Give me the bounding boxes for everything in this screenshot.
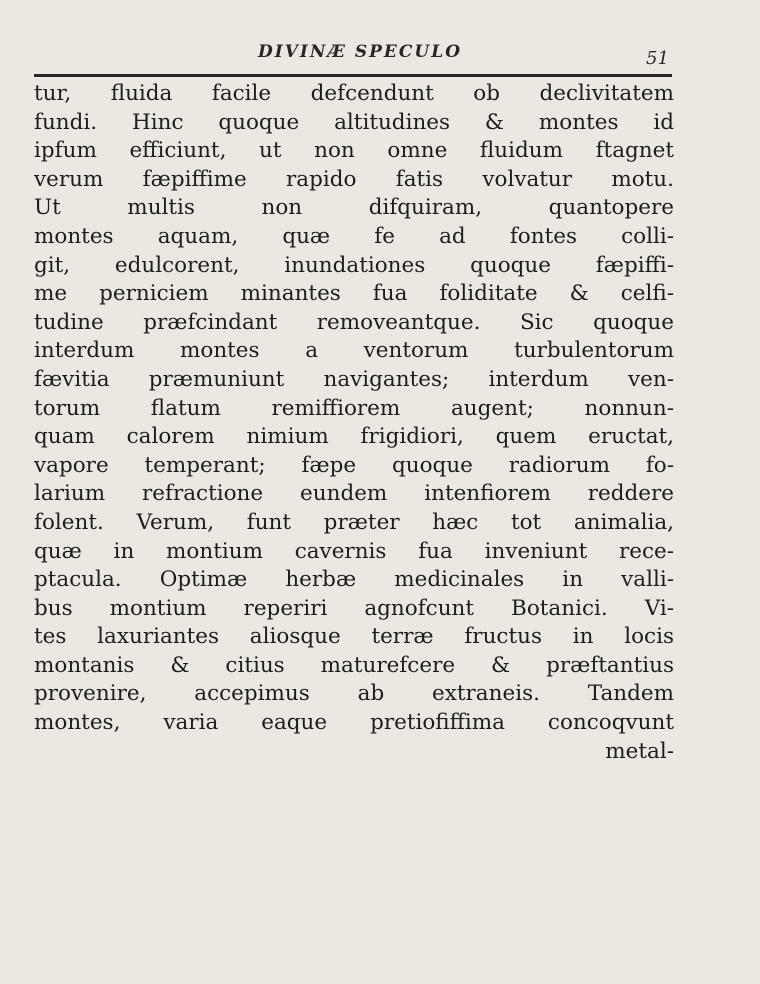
- text-line: interdum montes a ventorum turbulentorum: [34, 338, 674, 364]
- text-line: montanis & citius maturefcere & præftantius: [34, 652, 674, 678]
- page-number: 51: [646, 48, 669, 69]
- text-line: Ut multis non difquiram, quantopere: [34, 195, 674, 221]
- text-line: provenire, accepimus ab extraneis. Tandem: [34, 681, 674, 707]
- text-line: bus montium reperiri agnofcunt Botanici. Vi-: [34, 595, 674, 621]
- text-line: tes laxuriantes aliosque terræ fructus in locis: [34, 624, 674, 650]
- text-line: tudine præfcindant removeantque. Sic quoque: [34, 309, 674, 335]
- text-line: folent. Verum, funt præter hæc tot animalia,: [34, 509, 674, 535]
- body-text: [34, 80, 674, 766]
- text-line: vapore temperant; fæpe quoque radiorum fo-: [34, 452, 674, 478]
- text-line: me perniciem minantes fua foliditate & celfi-: [34, 281, 674, 307]
- text-line: montes aquam, quæ fe ad fontes colli-: [34, 223, 674, 249]
- text-line: verum fæpiffime rapido fatis volvatur motu.: [34, 166, 674, 192]
- running-title: DIVINÆ SPECULO: [258, 42, 463, 62]
- running-head: [0, 42, 760, 72]
- text-line: montes, varia eaque pretiofiffima concoqvunt: [34, 710, 674, 736]
- text-line: git, edulcorent, inundationes quoque fæpiffi-: [34, 252, 674, 278]
- text-line: ptacula. Optimæ herbæ medicinales in valli-: [34, 567, 674, 593]
- header-rule: [34, 74, 672, 77]
- text-line: tur, fluida facile defcendunt ob declivitatem: [34, 81, 674, 106]
- text-line: fundi. Hinc quoque altitudines & montes id: [34, 109, 674, 135]
- text-line: fævitia præmuniunt navigantes; interdum ven-: [34, 366, 674, 392]
- catchword: metal-: [605, 738, 674, 764]
- text-line: torum flatum remiffiorem augent; nonnun-: [34, 395, 674, 421]
- text-line: larium refractione eundem intenfiorem reddere: [34, 481, 674, 507]
- text-line: quæ in montium cavernis fua inveniunt rece-: [34, 538, 674, 564]
- text-line: ipfum efficiunt, ut non omne fluidum ftagnet: [34, 138, 674, 164]
- text-line: quam calorem nimium frigidiori, quem eructat,: [34, 424, 674, 450]
